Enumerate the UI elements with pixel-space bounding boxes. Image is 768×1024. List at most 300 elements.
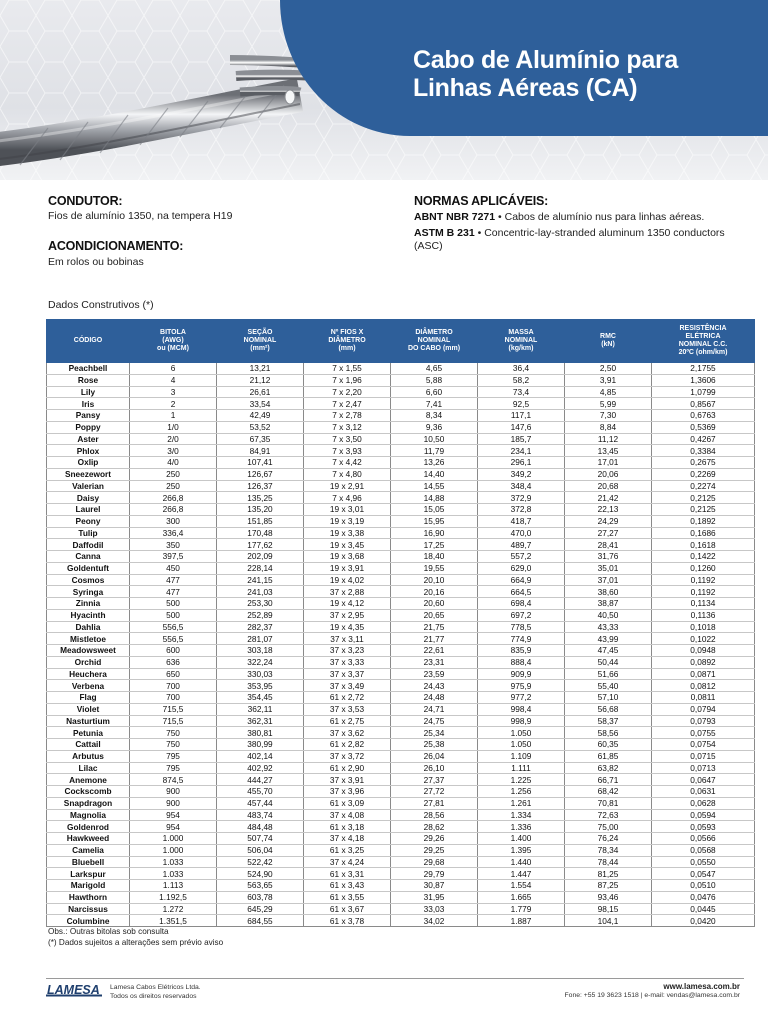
table-row (47, 656, 755, 668)
cell-bitola: 477 (130, 586, 217, 598)
cell-diametro: 8,34 (391, 410, 478, 422)
col-header-bitola: BITOLA (AWG) ou (MCM) (130, 319, 217, 363)
cell-fios: 61 x 3,25 (304, 844, 391, 856)
cell-code: Camelia (47, 844, 130, 856)
cell-bitola: 900 (130, 797, 217, 809)
col-header-fios: Nº FIOS X DIÂMETRO (mm) (304, 319, 391, 363)
table-row (47, 915, 755, 927)
cell-massa: 1.225 (478, 774, 565, 786)
cell-bitola: 3/0 (130, 445, 217, 457)
table-row (47, 715, 755, 727)
cell-massa: 1.050 (478, 739, 565, 751)
cell-secao: 107,41 (217, 457, 304, 469)
cell-fios: 7 x 4,96 (304, 492, 391, 504)
cell-fios: 37 x 4,24 (304, 856, 391, 868)
cell-rmc: 72,63 (565, 809, 652, 821)
cell-fios: 37 x 3,72 (304, 750, 391, 762)
cell-diametro: 19,55 (391, 562, 478, 574)
cell-secao: 330,03 (217, 668, 304, 680)
cell-resistencia: 0,5369 (652, 421, 755, 433)
cell-diametro: 28,56 (391, 809, 478, 821)
cell-code: Canna (47, 551, 130, 563)
cell-resistencia: 0,1260 (652, 562, 755, 574)
cell-resistencia: 0,1022 (652, 633, 755, 645)
cell-fios: 7 x 4,42 (304, 457, 391, 469)
cell-bitola: 2/0 (130, 433, 217, 445)
cell-resistencia: 0,0568 (652, 844, 755, 856)
cell-fios: 37 x 3,49 (304, 680, 391, 692)
table-row (47, 903, 755, 915)
cell-fios: 19 x 3,01 (304, 504, 391, 516)
cell-diametro: 26,10 (391, 762, 478, 774)
cell-resistencia: 0,0547 (652, 868, 755, 880)
cell-diametro: 27,37 (391, 774, 478, 786)
cell-resistencia: 0,1686 (652, 527, 755, 539)
cell-massa: 348,4 (478, 480, 565, 492)
cell-diametro: 27,72 (391, 786, 478, 798)
cell-rmc: 57,10 (565, 692, 652, 704)
cell-resistencia: 0,0628 (652, 797, 755, 809)
cell-rmc: 61,85 (565, 750, 652, 762)
cell-diametro: 29,79 (391, 868, 478, 880)
table-row (47, 703, 755, 715)
table-row (47, 844, 755, 856)
cell-secao: 67,35 (217, 433, 304, 445)
cell-secao: 253,30 (217, 598, 304, 610)
cell-bitola: 266,8 (130, 504, 217, 516)
cell-rmc: 58,37 (565, 715, 652, 727)
table-body (47, 363, 755, 927)
cell-secao: 241,03 (217, 586, 304, 598)
cell-bitola: 250 (130, 480, 217, 492)
cell-resistencia: 0,1422 (652, 551, 755, 563)
cell-fios: 37 x 3,53 (304, 703, 391, 715)
cell-fios: 19 x 4,35 (304, 621, 391, 633)
cell-fios: 61 x 2,82 (304, 739, 391, 751)
cell-bitola: 750 (130, 739, 217, 751)
cell-resistencia: 0,2675 (652, 457, 755, 469)
cell-secao: 53,52 (217, 421, 304, 433)
cell-secao: 322,24 (217, 656, 304, 668)
cell-massa: 998,9 (478, 715, 565, 727)
cell-massa: 1.111 (478, 762, 565, 774)
cell-resistencia: 0,0566 (652, 833, 755, 845)
cell-diametro: 29,25 (391, 844, 478, 856)
cell-massa: 234,1 (478, 445, 565, 457)
cell-bitola: 1.351,5 (130, 915, 217, 927)
cell-diametro: 23,59 (391, 668, 478, 680)
cell-massa: 349,2 (478, 468, 565, 480)
table-row (47, 468, 755, 480)
cell-bitola: 1.192,5 (130, 891, 217, 903)
cell-diametro: 20,10 (391, 574, 478, 586)
cell-fios: 61 x 3,67 (304, 903, 391, 915)
cell-resistencia: 0,0713 (652, 762, 755, 774)
cell-code: Aster (47, 433, 130, 445)
cell-bitola: 500 (130, 609, 217, 621)
cell-massa: 1.109 (478, 750, 565, 762)
cell-secao: 281,07 (217, 633, 304, 645)
cell-resistencia: 0,0715 (652, 750, 755, 762)
cell-resistencia: 0,0871 (652, 668, 755, 680)
cell-code: Meadowsweet (47, 645, 130, 657)
cell-massa: 698,4 (478, 598, 565, 610)
cell-secao: 252,89 (217, 609, 304, 621)
table-row (47, 680, 755, 692)
cell-code: Zinnia (47, 598, 130, 610)
cell-code: Mistletoe (47, 633, 130, 645)
cell-secao: 524,90 (217, 868, 304, 880)
cell-bitola: 1.033 (130, 856, 217, 868)
cell-massa: 296,1 (478, 457, 565, 469)
cell-resistencia: 0,1192 (652, 586, 755, 598)
cell-massa: 998,4 (478, 703, 565, 715)
cell-rmc: 63,82 (565, 762, 652, 774)
cell-resistencia: 0,1618 (652, 539, 755, 551)
cell-massa: 1.447 (478, 868, 565, 880)
table-row (47, 421, 755, 433)
cell-code: Laurel (47, 504, 130, 516)
cell-diametro: 20,65 (391, 609, 478, 621)
cell-massa: 975,9 (478, 680, 565, 692)
table-row (47, 668, 755, 680)
company-line: Lamesa Cabos Elétricos Ltda. (110, 984, 201, 991)
cell-rmc: 58,56 (565, 727, 652, 739)
cell-rmc: 87,25 (565, 880, 652, 892)
cell-fios: 37 x 3,33 (304, 656, 391, 668)
cell-resistencia: 0,0631 (652, 786, 755, 798)
cell-resistencia: 0,8567 (652, 398, 755, 410)
cell-fios: 61 x 2,75 (304, 715, 391, 727)
cell-fios: 7 x 1,96 (304, 374, 391, 386)
cell-resistencia: 0,0647 (652, 774, 755, 786)
cell-fios: 37 x 2,95 (304, 609, 391, 621)
cell-bitola: 556,5 (130, 633, 217, 645)
condutor-heading: CONDUTOR: (48, 194, 123, 208)
cell-code: Bluebell (47, 856, 130, 868)
cell-diametro: 15,95 (391, 515, 478, 527)
norma-desc: • Cabos de alumínio nus para linhas aéreas. (498, 211, 705, 223)
cell-diametro: 29,26 (391, 833, 478, 845)
cell-secao: 444,27 (217, 774, 304, 786)
cell-fios: 19 x 4,02 (304, 574, 391, 586)
cell-secao: 457,44 (217, 797, 304, 809)
cell-rmc: 40,50 (565, 609, 652, 621)
table-row (47, 398, 755, 410)
col-header-massa: MASSA NOMINAL (kg/km) (478, 319, 565, 363)
contact-info: Fone: +55 19 3623 1518 | e-mail: vendas@lamesa.com.br (564, 992, 740, 999)
cell-fios: 61 x 3,31 (304, 868, 391, 880)
cell-secao: 354,45 (217, 692, 304, 704)
cell-rmc: 55,40 (565, 680, 652, 692)
cell-fios: 19 x 3,68 (304, 551, 391, 563)
cell-bitola: 954 (130, 821, 217, 833)
cell-code: Arbutus (47, 750, 130, 762)
cell-diametro: 20,16 (391, 586, 478, 598)
table-row (47, 609, 755, 621)
cell-fios: 7 x 2,47 (304, 398, 391, 410)
cell-fios: 37 x 3,62 (304, 727, 391, 739)
cell-secao: 151,85 (217, 515, 304, 527)
cell-code: Rose (47, 374, 130, 386)
cell-massa: 372,9 (478, 492, 565, 504)
table-row (47, 621, 755, 633)
cell-massa: 909,9 (478, 668, 565, 680)
table-row (47, 891, 755, 903)
cell-fios: 19 x 2,91 (304, 480, 391, 492)
table-row (47, 480, 755, 492)
cell-code: Columbine (47, 915, 130, 927)
cell-bitola: 1.033 (130, 868, 217, 880)
cell-rmc: 24,29 (565, 515, 652, 527)
cell-bitola: 700 (130, 692, 217, 704)
table-row (47, 551, 755, 563)
cell-code: Daffodil (47, 539, 130, 551)
table-row (47, 856, 755, 868)
table-row (47, 410, 755, 422)
col-header-rmc: RMC (kN) (565, 319, 652, 363)
col-header-secao: SEÇÃO NOMINAL (mm²) (217, 319, 304, 363)
cell-fios: 7 x 4,80 (304, 468, 391, 480)
norma-item (414, 211, 744, 224)
cell-rmc: 47,45 (565, 645, 652, 657)
cell-massa: 1.554 (478, 880, 565, 892)
cell-bitola: 2 (130, 398, 217, 410)
cell-code: Peachbell (47, 363, 130, 374)
cell-code: Poppy (47, 421, 130, 433)
cell-rmc: 5,99 (565, 398, 652, 410)
table-row (47, 809, 755, 821)
cell-rmc: 76,24 (565, 833, 652, 845)
cell-secao: 241,15 (217, 574, 304, 586)
col-header-codigo: CÓDIGO (47, 319, 130, 363)
cell-massa: 664,9 (478, 574, 565, 586)
cell-diametro: 9,36 (391, 421, 478, 433)
cell-resistencia: 2,1755 (652, 363, 755, 374)
cell-code: Daisy (47, 492, 130, 504)
cell-bitola: 1/0 (130, 421, 217, 433)
cell-massa: 977,2 (478, 692, 565, 704)
cell-resistencia: 0,2274 (652, 480, 755, 492)
cell-rmc: 104,1 (565, 915, 652, 927)
cell-resistencia: 0,0948 (652, 645, 755, 657)
cell-massa: 418,7 (478, 515, 565, 527)
cell-fios: 37 x 3,37 (304, 668, 391, 680)
cell-massa: 664,5 (478, 586, 565, 598)
cell-rmc: 51,66 (565, 668, 652, 680)
cell-diametro: 22,61 (391, 645, 478, 657)
cell-bitola: 1.000 (130, 844, 217, 856)
cell-secao: 380,99 (217, 739, 304, 751)
cell-rmc: 37,01 (565, 574, 652, 586)
norma-desc: • Concentric-lay-stranded aluminum 1350 conductors (ASC) (414, 227, 725, 252)
cell-massa: 185,7 (478, 433, 565, 445)
cell-secao: 522,42 (217, 856, 304, 868)
cell-bitola: 1.272 (130, 903, 217, 915)
cell-code: Petunia (47, 727, 130, 739)
cell-fios: 37 x 4,18 (304, 833, 391, 845)
cell-diametro: 27,81 (391, 797, 478, 809)
cell-code: Pansy (47, 410, 130, 422)
table-row (47, 739, 755, 751)
cell-code: Tulip (47, 527, 130, 539)
cell-massa: 1.256 (478, 786, 565, 798)
cell-bitola: 3 (130, 386, 217, 398)
cell-bitola: 650 (130, 668, 217, 680)
cell-secao: 402,92 (217, 762, 304, 774)
cell-diametro: 15,05 (391, 504, 478, 516)
cell-fios: 37 x 3,23 (304, 645, 391, 657)
cell-bitola: 336,4 (130, 527, 217, 539)
cell-resistencia: 0,1192 (652, 574, 755, 586)
cell-bitola: 450 (130, 562, 217, 574)
cell-fios: 61 x 2,90 (304, 762, 391, 774)
cell-bitola: 1 (130, 410, 217, 422)
cell-diametro: 24,43 (391, 680, 478, 692)
col-header-diametro: DIÂMETRO NOMINAL DO CABO (mm) (391, 319, 478, 363)
cell-code: Anemone (47, 774, 130, 786)
notes (48, 926, 223, 948)
table-row (47, 774, 755, 786)
cell-diametro: 6,60 (391, 386, 478, 398)
cell-diametro: 31,95 (391, 891, 478, 903)
cell-bitola: 795 (130, 750, 217, 762)
cell-diametro: 34,02 (391, 915, 478, 927)
cell-diametro: 11,79 (391, 445, 478, 457)
cell-rmc: 4,85 (565, 386, 652, 398)
table-row (47, 574, 755, 586)
table-row (47, 750, 755, 762)
cell-resistencia: 0,0550 (652, 856, 755, 868)
cell-bitola: 900 (130, 786, 217, 798)
cell-diametro: 26,04 (391, 750, 478, 762)
cell-rmc: 13,45 (565, 445, 652, 457)
cell-massa: 1.395 (478, 844, 565, 856)
cell-massa: 36,4 (478, 363, 565, 374)
cell-rmc: 78,44 (565, 856, 652, 868)
col-header-resistencia: RESISTÊNCIA ELÉTRICA NOMINAL C.C. 20ºC (ohm/km) (652, 319, 755, 363)
table-row (47, 363, 755, 374)
cell-code: Oxlip (47, 457, 130, 469)
cell-massa: 372,8 (478, 504, 565, 516)
table-row (47, 727, 755, 739)
cell-fios: 37 x 4,08 (304, 809, 391, 821)
cell-resistencia: 1,0799 (652, 386, 755, 398)
table-row (47, 527, 755, 539)
cell-secao: 177,62 (217, 539, 304, 551)
cell-fios: 7 x 3,50 (304, 433, 391, 445)
cell-code: Hawthorn (47, 891, 130, 903)
table-row (47, 880, 755, 892)
table-header-row (47, 319, 755, 363)
cell-rmc: 21,42 (565, 492, 652, 504)
cell-rmc: 70,81 (565, 797, 652, 809)
cell-bitola: 350 (130, 539, 217, 551)
cell-code: Narcissus (47, 903, 130, 915)
table-row (47, 374, 755, 386)
cell-bitola: 6 (130, 363, 217, 374)
cell-resistencia: 0,2125 (652, 492, 755, 504)
cell-rmc: 38,87 (565, 598, 652, 610)
cell-rmc: 2,50 (565, 363, 652, 374)
table-caption: Dados Construtivos (*) (48, 299, 154, 311)
normas-heading: NORMAS APLICÁVEIS: (414, 194, 549, 208)
cell-rmc: 28,41 (565, 539, 652, 551)
cell-fios: 61 x 3,18 (304, 821, 391, 833)
cell-massa: 117,1 (478, 410, 565, 422)
cell-massa: 489,7 (478, 539, 565, 551)
cell-code: Cosmos (47, 574, 130, 586)
cell-code: Marigold (47, 880, 130, 892)
cell-massa: 1.050 (478, 727, 565, 739)
cell-bitola: 4/0 (130, 457, 217, 469)
cell-massa: 73,4 (478, 386, 565, 398)
cell-resistencia: 0,1018 (652, 621, 755, 633)
cell-massa: 888,4 (478, 656, 565, 668)
page-title (413, 46, 678, 102)
table-row (47, 539, 755, 551)
cell-bitola: 397,5 (130, 551, 217, 563)
cell-bitola: 600 (130, 645, 217, 657)
cell-massa: 835,9 (478, 645, 565, 657)
page-title-line2: Linhas Aéreas (CA) (413, 74, 638, 102)
cell-code: Sneezewort (47, 468, 130, 480)
cell-diametro: 18,40 (391, 551, 478, 563)
cell-code: Lily (47, 386, 130, 398)
cell-resistencia: 0,0593 (652, 821, 755, 833)
cell-secao: 507,74 (217, 833, 304, 845)
cell-code: Magnolia (47, 809, 130, 821)
cell-bitola: 250 (130, 468, 217, 480)
cell-secao: 684,55 (217, 915, 304, 927)
cell-massa: 1.334 (478, 809, 565, 821)
cell-bitola: 700 (130, 680, 217, 692)
cell-resistencia: 0,0420 (652, 915, 755, 927)
cell-resistencia: 1,3606 (652, 374, 755, 386)
cell-rmc: 22,13 (565, 504, 652, 516)
cell-resistencia: 0,3384 (652, 445, 755, 457)
cell-massa: 629,0 (478, 562, 565, 574)
cell-resistencia: 0,0811 (652, 692, 755, 704)
cell-massa: 1.779 (478, 903, 565, 915)
table-row (47, 868, 755, 880)
cell-massa: 697,2 (478, 609, 565, 621)
hero-banner (0, 0, 768, 180)
website-link[interactable]: www.lamesa.com.br (663, 982, 740, 991)
cell-resistencia: 0,1136 (652, 609, 755, 621)
cell-resistencia: 0,2125 (652, 504, 755, 516)
table-row (47, 586, 755, 598)
cell-secao: 135,20 (217, 504, 304, 516)
cell-diametro: 24,75 (391, 715, 478, 727)
cell-fios: 37 x 3,96 (304, 786, 391, 798)
cell-resistencia: 0,0510 (652, 880, 755, 892)
cell-secao: 483,74 (217, 809, 304, 821)
cable-data-table (46, 319, 755, 927)
table-row (47, 433, 755, 445)
cell-massa: 1.336 (478, 821, 565, 833)
cell-secao: 282,37 (217, 621, 304, 633)
cell-massa: 1.400 (478, 833, 565, 845)
company-line: Todos os direitos reservados (110, 992, 197, 1000)
cell-code: Iris (47, 398, 130, 410)
cell-code: Valerian (47, 480, 130, 492)
cell-fios: 19 x 3,38 (304, 527, 391, 539)
cell-fios: 7 x 2,20 (304, 386, 391, 398)
cell-bitola: 1.113 (130, 880, 217, 892)
cell-resistencia: 0,0794 (652, 703, 755, 715)
cell-diametro: 13,26 (391, 457, 478, 469)
